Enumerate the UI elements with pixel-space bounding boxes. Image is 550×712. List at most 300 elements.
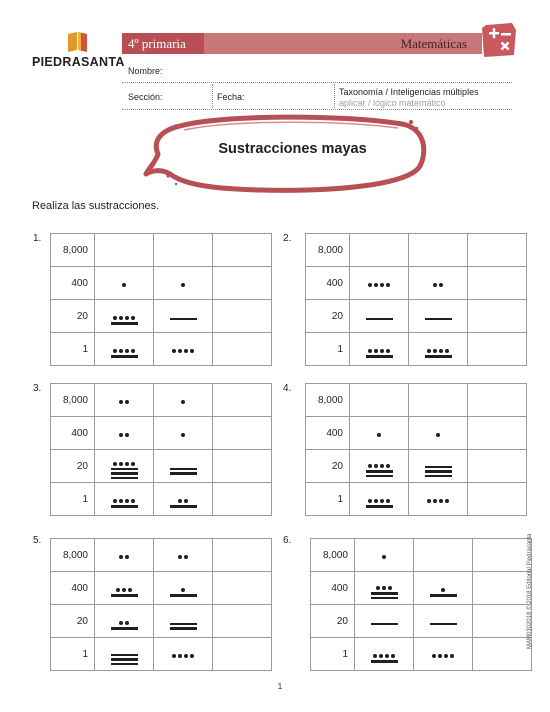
maya-dot [122,283,126,287]
subtrahend-cell [154,333,213,366]
maya-dots [368,349,390,353]
maya-numeral [119,400,129,404]
maya-dots [382,555,386,559]
table-row [306,483,527,516]
answer-cell[interactable] [213,234,272,267]
subtraction-table [310,538,532,671]
subtrahend-cell [154,234,213,267]
maya-dot [377,433,381,437]
maya-dot [190,349,194,353]
maya-dot [125,555,129,559]
maya-dots [432,654,454,658]
subtrahend-cell [154,450,213,483]
maya-bar [111,654,138,657]
maya-dot [119,499,123,503]
table-row [51,267,272,300]
answer-cell[interactable] [473,539,532,572]
maya-dot [376,586,380,590]
maya-numeral [111,621,138,630]
maya-dot [450,654,454,658]
place-value-label: 20 [51,450,95,483]
minuend-cell [355,539,414,572]
maya-bar [425,466,452,469]
maya-dot [441,588,445,592]
maya-dots [427,349,449,353]
maya-numeral [181,400,185,404]
maya-dot [380,499,384,503]
answer-cell[interactable] [468,483,527,516]
taxonomy-value: aplicar / lógico matemático [339,98,446,108]
maya-bar [371,660,398,663]
table-row [306,234,527,267]
maya-dot [374,349,378,353]
maya-bar [111,472,138,475]
maya-dot [119,349,123,353]
maya-bar [366,355,393,358]
subtrahend-cell [409,483,468,516]
maya-dots [122,283,126,287]
maya-dot [433,499,437,503]
maya-numeral [432,654,454,658]
maya-dot [131,462,135,466]
answer-cell[interactable] [468,384,527,417]
maya-dot [368,499,372,503]
table-row [51,333,272,366]
table-row [306,333,527,366]
taxonomy-label: Taxonomía / Inteligencias múltiples [339,87,479,97]
maya-numeral [181,433,185,437]
maya-numeral [427,499,449,503]
table-row [306,384,527,417]
maya-dots [368,283,390,287]
maya-dot [125,349,129,353]
maya-dot [125,621,129,625]
maya-dot [439,283,443,287]
subtrahend-cell [409,450,468,483]
answer-cell[interactable] [468,417,527,450]
maya-dot [374,464,378,468]
maya-dot [113,499,117,503]
maya-dots [373,654,395,658]
minuend-cell [350,300,409,333]
maya-dots [172,654,194,658]
maya-dot [172,654,176,658]
table-row [51,539,272,572]
maya-dot [181,283,185,287]
place-value-label: 400 [51,572,95,605]
minuend-cell [350,267,409,300]
maya-numeral [119,555,129,559]
answer-cell[interactable] [473,638,532,671]
maya-numeral [382,555,386,559]
maya-dot [433,349,437,353]
maya-dot [181,588,185,592]
maya-dot [178,555,182,559]
maya-dot [181,433,185,437]
maya-bar [111,322,138,325]
maya-dot [445,499,449,503]
table-row [311,638,532,671]
maya-numeral [181,283,185,287]
place-value-label: 1 [51,333,95,366]
place-value-label: 8,000 [51,539,95,572]
answer-cell[interactable] [468,234,527,267]
maya-dot [382,586,386,590]
name-label: Nombre: [128,66,163,76]
table-row [51,300,272,333]
maya-numeral [170,588,197,597]
table-row [306,267,527,300]
minuend-cell [350,384,409,417]
maya-bar [170,472,197,475]
maya-dots [113,349,135,353]
maya-bar [111,663,138,666]
place-value-label: 400 [51,267,95,300]
maya-dot [125,400,129,404]
table-row [306,417,527,450]
minuend-cell [95,333,154,366]
subtrahend-cell [414,638,473,671]
answer-cell[interactable] [468,333,527,366]
maya-dots [178,555,188,559]
maya-dots [119,555,129,559]
maya-bar [170,623,197,626]
subtrahend-cell [154,539,213,572]
maya-dot [119,400,123,404]
maya-numeral [111,349,138,358]
maya-dot [368,283,372,287]
maya-dot [368,349,372,353]
maya-bar [170,594,197,597]
maya-numeral [170,499,197,508]
maya-dot [436,433,440,437]
date-label: Fecha: [217,92,245,102]
maya-dot [172,349,176,353]
minuend-cell [95,539,154,572]
subtraction-table [50,233,272,366]
field-divider [212,84,213,108]
maya-dot [386,464,390,468]
maya-dot [386,499,390,503]
minuend-cell [95,417,154,450]
maya-dot [131,499,135,503]
subtraction-table [50,383,272,516]
maya-dot [444,654,448,658]
maya-dot [122,588,126,592]
subtrahend-cell [154,384,213,417]
maya-dots [172,349,194,353]
table-row [51,450,272,483]
maya-numeral [172,654,194,658]
table-row [51,234,272,267]
exercise-number: 1. [33,233,42,244]
place-value-label: 400 [51,417,95,450]
maya-dot [125,499,129,503]
answer-cell[interactable] [213,638,272,671]
maya-numeral [178,555,188,559]
answer-cell[interactable] [213,267,272,300]
subtrahend-cell [154,300,213,333]
exercise-number: 2. [283,233,292,244]
subtraction-table [305,383,527,516]
maya-dots [178,499,188,503]
maya-dots [119,621,129,625]
maya-dots [181,588,185,592]
maya-bar [425,318,452,321]
maya-dot [128,588,132,592]
place-value-label: 20 [51,300,95,333]
subtrahend-cell [409,384,468,417]
logo-text: PIEDRASANTA [32,55,125,69]
subtrahend-cell [154,417,213,450]
answer-cell[interactable] [473,605,532,638]
table-row [306,300,527,333]
minuend-cell [95,638,154,671]
place-value-label: 20 [306,450,350,483]
answer-cell[interactable] [473,572,532,605]
place-value-label: 1 [311,638,355,671]
maya-dot [125,316,129,320]
place-value-label: 400 [306,267,350,300]
answer-cell[interactable] [213,572,272,605]
field-divider [334,84,335,108]
answer-cell[interactable] [213,417,272,450]
maya-dot [368,464,372,468]
maya-dot [125,433,129,437]
maya-numeral [430,623,457,626]
maya-dot [380,283,384,287]
maya-numeral [122,283,126,287]
answer-cell[interactable] [213,483,272,516]
maya-dot [386,349,390,353]
subtrahend-cell [154,638,213,671]
maya-dot [386,283,390,287]
maya-bar [371,592,398,595]
subtraction-table [50,538,272,671]
maya-dots [181,283,185,287]
exercise-number: 4. [283,383,292,394]
maya-dot [445,349,449,353]
subtrahend-cell [409,267,468,300]
maya-dots [113,316,135,320]
maya-dot [184,499,188,503]
minuend-cell [355,605,414,638]
maya-bar [425,355,452,358]
maya-dot [439,349,443,353]
maya-bar [371,623,398,626]
answer-cell[interactable] [468,300,527,333]
worksheet-title: Sustracciones mayas [218,141,367,157]
exercise-number: 5. [33,535,42,546]
table-row [51,417,272,450]
maya-bar [425,470,452,473]
minuend-cell [350,234,409,267]
table-row [311,605,532,638]
maya-dot [374,499,378,503]
maya-numeral [430,588,457,597]
maya-dot [119,316,123,320]
maya-numeral [111,654,138,666]
maya-dot [131,349,135,353]
plus-minus-times-icon [481,22,517,58]
subtrahend-cell [414,572,473,605]
table-row [311,572,532,605]
subtraction-table [305,233,527,366]
maya-bar [366,470,393,473]
minuend-cell [350,483,409,516]
maya-numeral [111,588,138,597]
maya-dot [382,555,386,559]
maya-numeral [371,586,398,599]
maya-numeral [111,316,138,325]
maya-dot [379,654,383,658]
maya-dot [119,555,123,559]
answer-cell[interactable] [213,605,272,638]
maya-numeral [366,464,393,477]
table-row [51,384,272,417]
maya-dot [113,316,117,320]
place-value-label: 20 [306,300,350,333]
answer-cell[interactable] [213,384,272,417]
maya-dot [131,316,135,320]
place-value-label: 8,000 [51,234,95,267]
maya-numeral [111,499,138,508]
maya-dots [113,462,135,466]
maya-numeral [425,349,452,358]
minuend-cell [95,267,154,300]
table-row [306,450,527,483]
maya-bar [170,505,197,508]
maya-dot [439,499,443,503]
place-value-label: 400 [311,572,355,605]
maya-numeral [371,623,398,626]
maya-dot [119,462,123,466]
maya-numeral [170,318,197,321]
maya-numeral [425,466,452,478]
section-label: Sección: [128,92,163,102]
maya-dot [178,349,182,353]
book-icon [67,32,89,54]
maya-dots [116,588,132,592]
minuend-cell [95,300,154,333]
maya-dots [119,400,129,404]
maya-dot [190,654,194,658]
subtrahend-cell [409,300,468,333]
place-value-label: 8,000 [306,234,350,267]
maya-bar [170,468,197,471]
maya-dot [116,588,120,592]
maya-bar [430,594,457,597]
minuend-cell [350,333,409,366]
table-row [51,638,272,671]
exercise-number: 3. [33,383,42,394]
maya-dots [368,499,390,503]
answer-cell[interactable] [468,450,527,483]
maya-dot [178,654,182,658]
minuend-cell [95,450,154,483]
answer-cell[interactable] [213,300,272,333]
maya-dot [374,283,378,287]
maya-numeral [425,318,452,321]
minuend-cell [95,234,154,267]
maya-dot [113,462,117,466]
exercise-number: 6. [283,535,292,546]
minuend-cell [355,638,414,671]
maya-dot [373,654,377,658]
maya-dot [184,555,188,559]
table-row [51,483,272,516]
subtrahend-cell [409,333,468,366]
maya-numeral [377,433,381,437]
maya-bar [366,318,393,321]
place-value-label: 8,000 [306,384,350,417]
maya-dot [388,586,392,590]
maya-dot [438,654,442,658]
answer-cell[interactable] [468,267,527,300]
maya-dot [432,654,436,658]
maya-numeral [366,318,393,321]
maya-dot [184,349,188,353]
maya-dot [184,654,188,658]
name-field-line[interactable] [122,82,512,83]
place-value-label: 8,000 [311,539,355,572]
maya-bar [366,475,393,478]
maya-numeral [119,433,129,437]
maya-dots [181,433,185,437]
maya-dot [380,349,384,353]
table-row [311,539,532,572]
maya-bar [111,505,138,508]
maya-numeral [170,623,197,630]
place-value-label: 400 [306,417,350,450]
maya-dots [377,433,381,437]
maya-dots [119,433,129,437]
maya-numeral [371,654,398,663]
minuend-cell [355,572,414,605]
maya-bar [430,623,457,626]
page-number: 1 [277,682,283,691]
section-field-line[interactable] [122,109,512,110]
minuend-cell [95,384,154,417]
answer-cell[interactable] [213,333,272,366]
maya-dot [181,400,185,404]
maya-dots [441,588,445,592]
answer-cell[interactable] [213,539,272,572]
maya-bar [111,468,138,471]
minuend-cell [350,450,409,483]
maya-bar [425,475,452,478]
maya-dot [178,499,182,503]
answer-cell[interactable] [213,450,272,483]
subtrahend-cell [154,267,213,300]
maya-numeral [433,283,443,287]
maya-numeral [366,349,393,358]
maya-dot [125,462,129,466]
place-value-label: 20 [51,605,95,638]
maya-dot [119,433,123,437]
maya-bar [111,594,138,597]
maya-bar [371,597,398,600]
maya-dot [427,499,431,503]
maya-dots [181,400,185,404]
maya-dots [427,499,449,503]
subtrahend-cell [154,572,213,605]
maya-dots [368,464,390,468]
maya-dot [113,349,117,353]
maya-bar [111,355,138,358]
grade-label: 4º primaria [122,33,204,54]
publisher-logo [30,32,130,72]
